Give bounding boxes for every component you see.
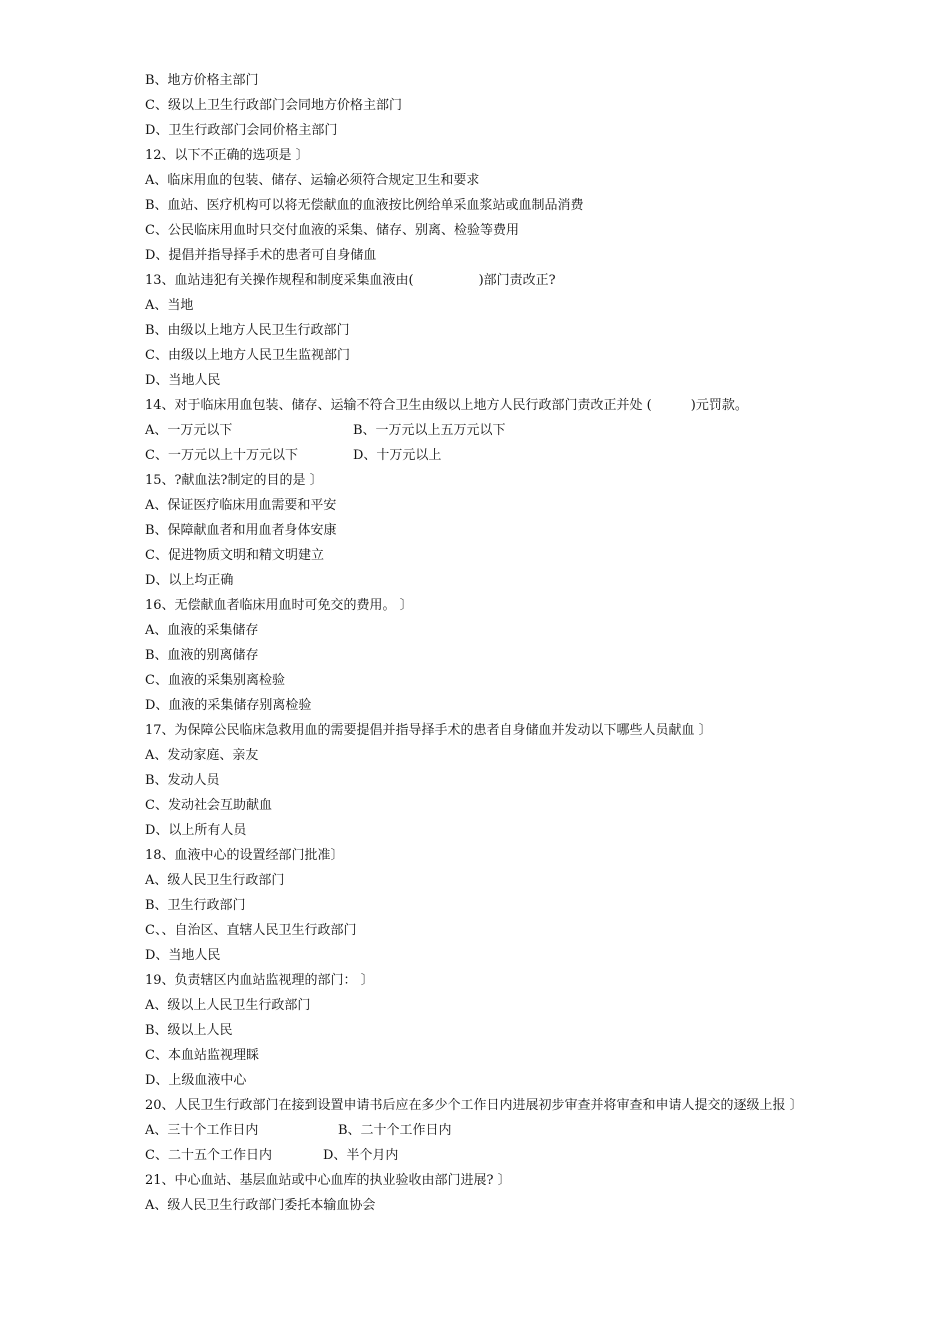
option-c-20: C、二十五个工作日内 [145,1148,272,1163]
option-a-14: A、一万元以下 [145,423,233,438]
option-c-19: C、本血站监视理睬 [145,1048,259,1063]
question-19: 19、负责辖区内血站监视理的部门： 〕 [145,973,374,988]
option-a-12: A、临床用血的包装、储存、运输必须符合规定卫生和要求 [145,173,480,188]
option-a-21: A、级人民卫生行政部门委托本输血协会 [145,1198,376,1213]
option-d-14: D、十万元以上 [353,448,442,463]
option-c-12: C、公民临床用血时只交付血液的采集、储存、别离、检验等费用 [145,223,519,238]
question-14: 14、对于临床用血包装、储存、运输不符合卫生由级以上地方人民行政部门责改正并处 ( )元罚款。 [145,398,748,413]
question-12: 12、以下不正确的选项是 〕 [145,148,309,163]
option-c-17: C、发动社会互助献血 [145,798,272,813]
option-d-11: D、卫生行政部门会同价格主部门 [145,123,338,138]
option-a-15: A、保证医疗临床用血需要和平安 [145,498,337,513]
option-b-13: B、由级以上地方人民卫生行政部门 [145,323,350,338]
option-a-20: A、三十个工作日内 [145,1123,259,1138]
option-b-14: B、一万元以上五万元以下 [353,423,506,438]
options-14-row-2 [145,443,815,468]
option-a-16: A、血液的采集储存 [145,623,259,638]
options-20-row-1 [145,1118,815,1143]
options-14-row-1 [145,418,815,443]
option-d-18: D、当地人民 [145,948,221,963]
option-d-19: D、上级血液中心 [145,1073,247,1088]
question-16: 16、无偿献血者临床用血时可免交的费用。 〕 [145,598,413,613]
option-d-20: D、半个月内 [323,1148,399,1163]
option-d-16: D、血液的采集储存别离检验 [145,698,312,713]
option-b-12: B、血站、医疗机构可以将无偿献血的血液按比例给单采血浆站或血制品消费 [145,198,584,213]
option-a-17: A、发动家庭、亲友 [145,748,259,763]
option-b-19: B、级以上人民 [145,1023,233,1038]
option-b-15: B、保障献血者和用血者身体安康 [145,523,337,538]
option-b-17: B、发动人员 [145,773,220,788]
question-17: 17、为保障公民临床急救用血的需要提倡并指导择手术的患者自身储血并发动以下哪些人员献血 〕 [145,723,712,738]
question-list [145,68,815,1218]
option-d-13: D、当地人民 [145,373,221,388]
option-b-16: B、血液的别离储存 [145,648,259,663]
option-d-12: D、提倡并指导择手术的患者可自身储血 [145,248,377,263]
question-18: 18、血液中心的设置经部门批准〕 [145,848,344,863]
question-21: 21、中心血站、基层血站或中心血库的执业验收由部门进展? 〕 [145,1173,511,1188]
option-c-14: C、一万元以上十万元以下 [145,448,298,463]
option-c-11: C、级以上卫生行政部门会同地方价格主部门 [145,98,402,113]
option-c-13: C、由级以上地方人民卫生监视部门 [145,348,350,363]
option-b-11: B、地方价格主部门 [145,73,259,88]
question-15: 15、?献血法?制定的目的是 〕 [145,473,323,488]
option-c-16: C、血液的采集别离检验 [145,673,285,688]
option-c-18: C、、自治区、直辖人民卫生行政部门 [145,923,357,938]
option-d-15: D、以上均正确 [145,573,234,588]
option-a-19: A、级以上人民卫生行政部门 [145,998,311,1013]
option-c-15: C、促进物质文明和精文明建立 [145,548,324,563]
option-d-17: D、以上所有人员 [145,823,247,838]
option-a-18: A、级人民卫生行政部门 [145,873,285,888]
option-a-13: A、当地 [145,298,194,313]
option-b-18: B、卫生行政部门 [145,898,246,913]
question-13: 13、血站违犯有关操作规程和制度采集血液由( )部门责改正? [145,273,556,288]
option-b-20: B、二十个工作日内 [338,1123,452,1138]
question-20: 20、人民卫生行政部门在接到设置申请书后应在多少个工作日内进展初步审查并将审查和申请人提交的逐级上报 〕 [145,1098,803,1113]
options-20-row-2 [145,1143,815,1168]
